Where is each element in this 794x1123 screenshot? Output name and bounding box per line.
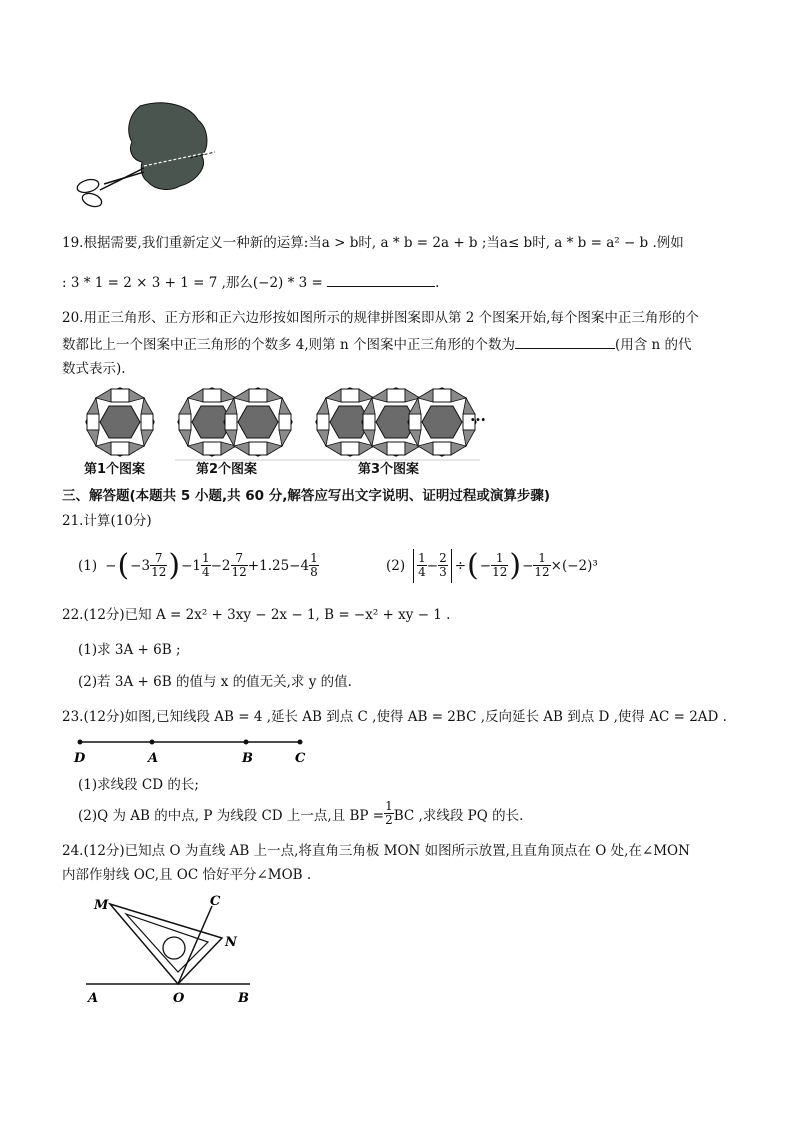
q20-line2-end: (用含 n 的代 (614, 337, 692, 353)
q20-line2 (62, 334, 692, 354)
q23-part2-a: (2)Q 为 AB 的中点, P 为线段 CD 上一点,且 BP = (78, 807, 385, 824)
label-D: D (74, 751, 86, 766)
label-M: M (94, 898, 109, 913)
q20-answer-blank[interactable] (515, 334, 615, 349)
q21-p1-minus: − (105, 557, 117, 574)
q21-p2-frac1: $\frac{1}{4}$ (418, 551, 426, 579)
q21-p1-label: (1) (78, 557, 98, 574)
leaf-cutting-figure (70, 98, 220, 213)
triangle-hole (163, 937, 185, 959)
leaf-shape (129, 103, 207, 190)
pattern-2-caption: 第2个图案 (196, 462, 258, 477)
q21-p1-frac3: $\frac{7}{12}$ (231, 551, 247, 579)
label-O: O (173, 991, 185, 1006)
q19-line2 (62, 272, 439, 292)
scissors-icon (76, 168, 144, 209)
q22-line1: 22.(12分)已知 A = 2x² + 3xy − 2x − 1, B = −x² + xy − 1 . (62, 607, 451, 623)
q21-p1-whole1: −3 (130, 557, 151, 574)
pattern-1 (86, 388, 154, 456)
point-B (244, 740, 249, 745)
q21-p2-tail: ×(−2)³ (550, 557, 598, 574)
pattern-ellipsis: … (470, 406, 486, 425)
q21-p2-minus: − (426, 557, 439, 574)
q21-p1-frac1: $\frac{7}{12}$ (151, 551, 167, 579)
pattern-1-caption: 第1个图案 (84, 462, 146, 477)
pattern-3 (316, 388, 476, 456)
q23-part2-frac: $\frac{1}{2}$ (385, 799, 393, 827)
q23-part1: (1)求线段 CD 的长; (78, 777, 199, 793)
label-A: A (88, 991, 99, 1006)
q21-p1-whole2: −1 (181, 557, 201, 574)
label-C: C (210, 894, 221, 909)
q21-p2-frac2: $\frac{2}{3}$ (439, 551, 447, 579)
label-B: B (238, 991, 249, 1006)
q21-p2-minus2: − (522, 557, 534, 574)
q23-part2 (78, 800, 523, 827)
ray-OC (178, 906, 212, 984)
q21-p2-label: (2) (386, 557, 406, 574)
q24-triangle-figure (80, 892, 270, 1010)
q21-p1-mid: +1.25−4 (247, 557, 310, 574)
q19-line1: 19.根据需要,我们重新定义一种新的运算:当a > b时, a * b = 2a + b ;当a≤ b时, a * b = a² − b .例如 (62, 235, 684, 251)
label-C: C (295, 751, 306, 766)
label-A: A (148, 751, 159, 766)
pattern-3-caption: 第3个图案 (358, 462, 420, 477)
point-C (298, 740, 303, 745)
label-B: B (242, 751, 253, 766)
q21-p2-frac4: $\frac{1}{12}$ (534, 551, 550, 579)
q23-part2-b: BC ,求线段 PQ 的长. (393, 807, 524, 824)
q22-part2: (2)若 3A + 6B 的值与 x 的值无关,求 y 的值. (78, 674, 352, 690)
q19-line2-text: : 3 * 1 = 2 × 3 + 1 = 7 ,那么(−2) * 3 = (62, 275, 328, 291)
q24-line2: 内部作射线 OC,且 OC 恰好平分∠MOB . (62, 867, 312, 883)
q22-part1: (1)求 3A + 6B ; (78, 642, 181, 658)
q21-p1-whole3: −2 (210, 557, 231, 574)
pattern-2 (178, 388, 292, 456)
q21-p2-frac3: $\frac{1}{12}$ (492, 551, 508, 579)
q21-part1: (1) − ( −3 $\frac{7}{12}$ ) −1 $\frac{1}{4}$ −2 $\frac{7}{12}$ +1.25−4 $\frac{1}{8}$ (78, 548, 318, 583)
q24-line1: 24.(12分)已知点 O 为直线 AB 上一点,将直角三角板 MON 如图所示放置,且直角顶点在 O 处,在∠MON (62, 843, 690, 859)
q20-line1: 20.用正三角形、正方形和正六边形按如图所示的规律拼图案即从第 2 个图案开始,每个图案中正三角形的个 (62, 310, 699, 326)
q21-p2-div: ÷ (454, 557, 467, 574)
q20-line3: 数式表示). (62, 361, 126, 377)
q21-title: 21.计算(10分) (62, 513, 152, 529)
q21-part2: (2) $\frac{1}{4}$ − $\frac{2}{3}$ ÷ ( − $\frac{1}{12}$ ) − $\frac{1}{12}$ ×(−2)³ (386, 548, 598, 583)
q20-line2-text: 数都比上一个图案中正三角形的个数多 4,则第 n 个图案中正三角形的个数为 (62, 337, 515, 353)
point-D (78, 740, 83, 745)
q23-segment-figure (70, 734, 320, 768)
q21-p1-frac4: $\frac{1}{8}$ (310, 551, 318, 579)
q19-answer-blank[interactable] (327, 272, 435, 287)
point-A (150, 740, 155, 745)
section-3-title: 三、解答题(本题共 5 小题,共 60 分,解答应写出文字说明、证明过程或演算步骤) (62, 488, 551, 504)
label-N: N (225, 935, 237, 950)
q23-line1: 23.(12分)如图,已知线段 AB = 4 ,延长 AB 到点 C ,使得 AB = 2BC ,反向延长 AB 到点 D ,使得 AC = 2AD . (62, 709, 727, 725)
q21-p1-frac2: $\frac{1}{4}$ (201, 551, 210, 579)
q19-line2-end: . (435, 275, 440, 291)
